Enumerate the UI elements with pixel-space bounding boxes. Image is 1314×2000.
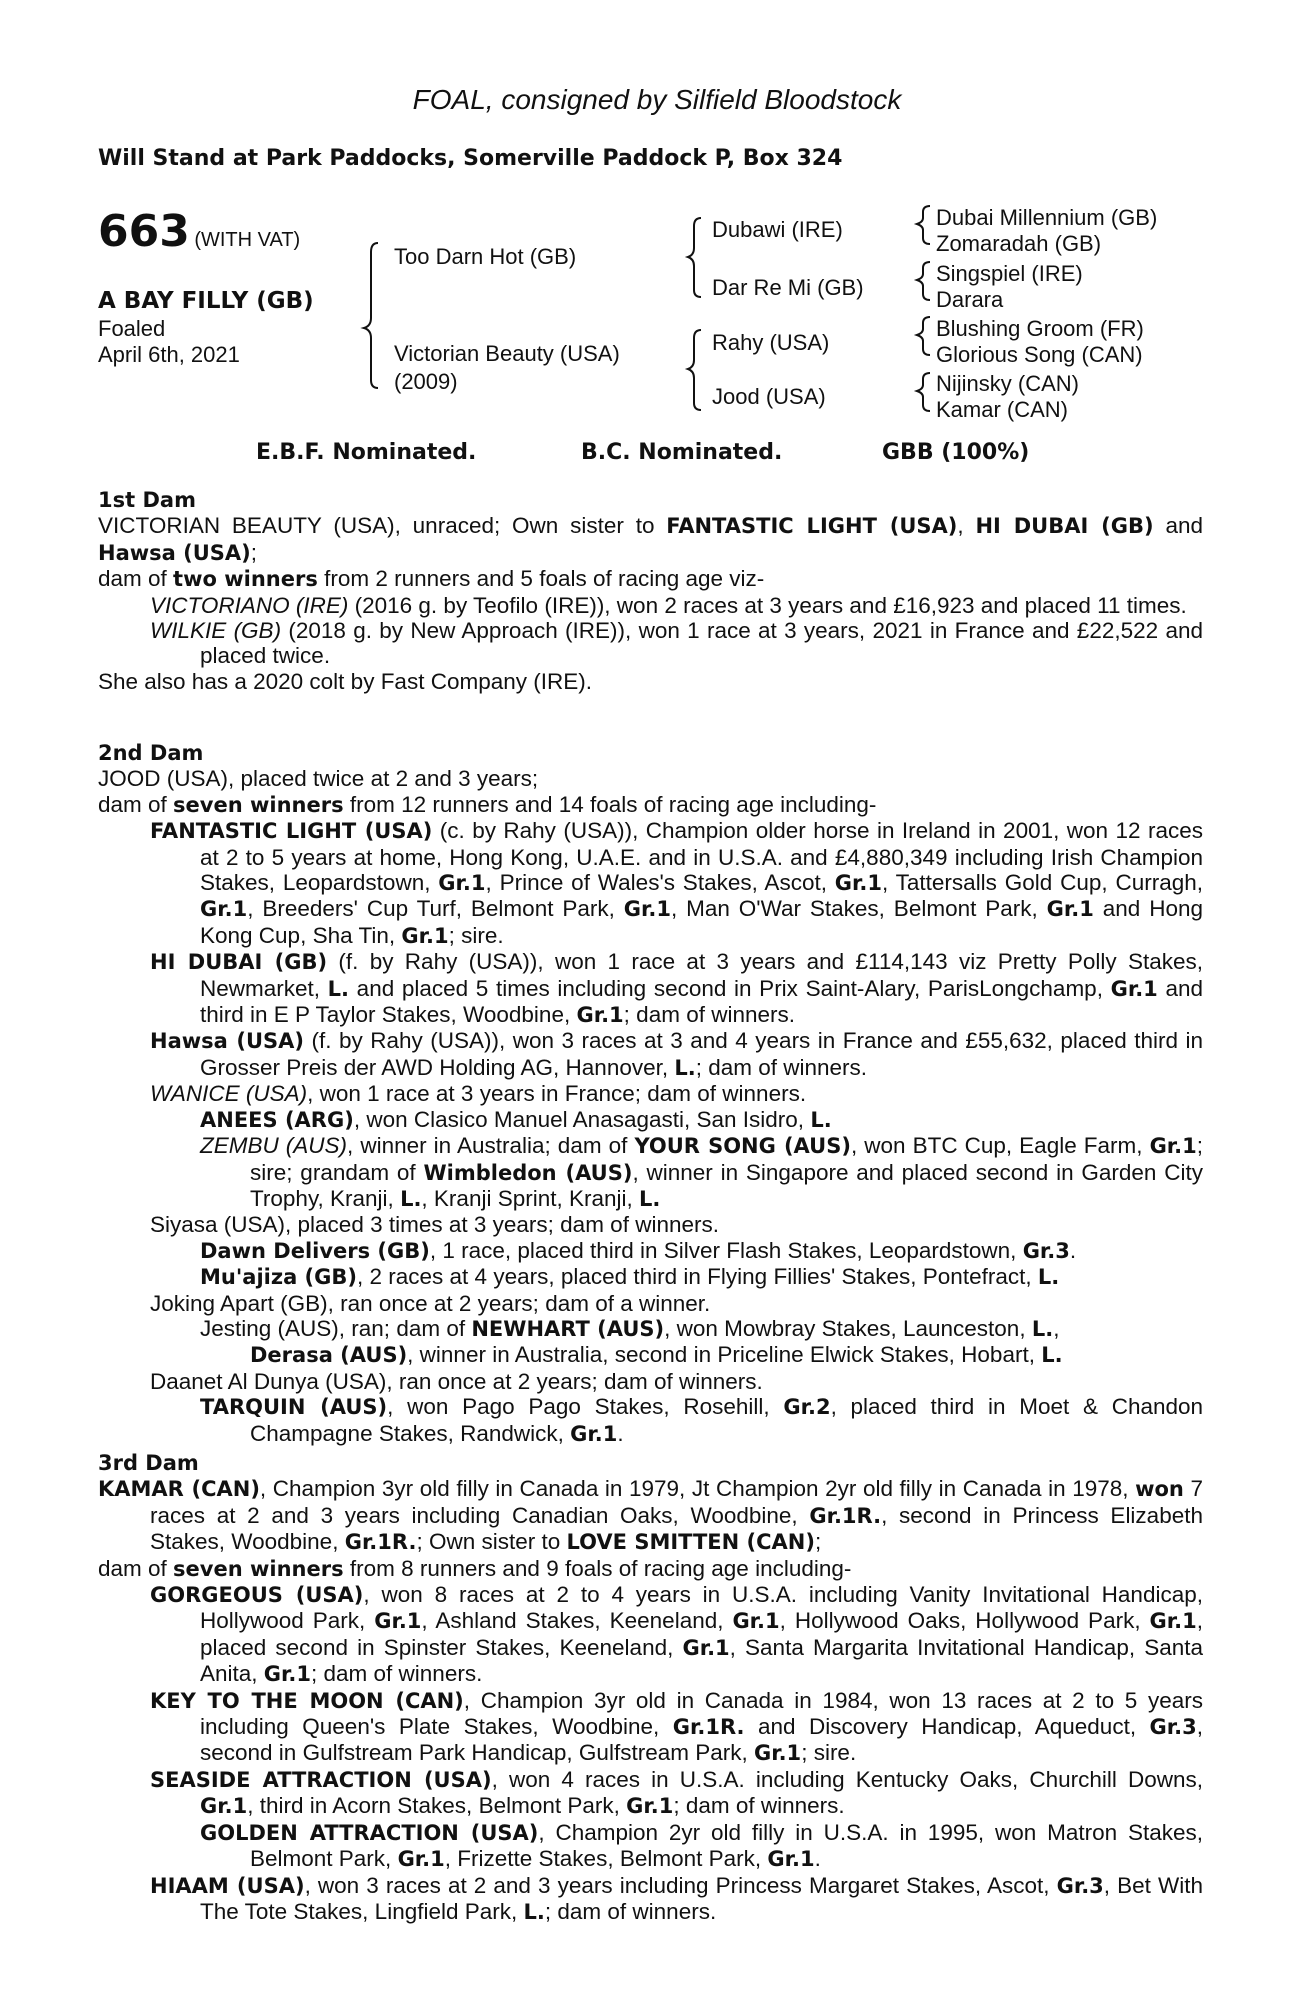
body-text: ;: [250, 539, 258, 565]
entry-paragraph: [98, 1873, 1203, 1926]
italic-text: WILKIE (GB): [150, 618, 282, 644]
bold-text: Gr.1R.: [344, 1530, 417, 1555]
bold-text: Gr.1: [200, 1794, 248, 1819]
pedigree-dam-sire: Rahy (USA): [712, 330, 830, 355]
entry-paragraph: [98, 513, 1203, 566]
second-dam-section: [98, 741, 1203, 1447]
body-text: (2018 g. by New Approach (IRE)), won 1 race at 3 years, 2021 in France and £22,522 and placed twice.: [200, 618, 1203, 669]
bold-text: Gr.1: [1046, 897, 1094, 922]
entry-paragraph: [98, 1342, 1203, 1368]
second-dam-paragraphs: [98, 766, 1203, 1447]
body-text: (c. by Rahy (USA)), Champion older horse in Ireland in 2001, won 12 races at 2 to 5 years at home, Hong Kong, U.A.E. and in U.S.A. and £4,880,349 including Irish Champion Stakes, Leopardstown,: [200, 818, 1203, 896]
body-text: ,: [1053, 1315, 1060, 1341]
entry-paragraph: [98, 1316, 1203, 1342]
entry-paragraph: [98, 1264, 1203, 1290]
bold-text: GORGEOUS (USA): [150, 1583, 364, 1608]
third-dam-paragraphs: [98, 1476, 1203, 1925]
pedigree-g3: Singspiel (IRE): [936, 261, 1083, 286]
bold-text: Gr.1: [626, 1794, 674, 1819]
body-text: , won Pago Pago Stakes, Rosehill,: [387, 1394, 784, 1420]
bold-text: L.: [639, 1186, 661, 1211]
body-text: , won Mowbray Stakes, Launceston,: [664, 1315, 1032, 1341]
entry-paragraph: [98, 1688, 1203, 1767]
pedigree-dam: Victorian Beauty (USA): [394, 341, 620, 366]
bold-text: Gr.1: [263, 1662, 311, 1687]
body-text: (f. by Rahy (USA)), won 1 race at 3 years and £114,143 viz Pretty Polly Stakes, Newmarket,: [200, 949, 1203, 1001]
body-text: , placed second in Spinster Stakes, Keeneland,: [200, 1608, 1203, 1660]
bold-text: Gr.1: [576, 1003, 624, 1028]
bold-text: HI DUBAI (GB): [150, 950, 328, 975]
body-text: , won BTC Cup, Eagle Farm,: [850, 1133, 1150, 1159]
entry-paragraph: [98, 1133, 1203, 1212]
body-text: (2016 g. by Teofilo (IRE)), won 2 races at 3 years and £16,923 and placed 11 times.: [348, 592, 1187, 618]
bold-text: Gr.1: [682, 1635, 730, 1660]
body-text: ;: [814, 1529, 822, 1555]
entry-paragraph: [98, 1394, 1203, 1447]
bold-text: Gr.1: [753, 1741, 802, 1766]
body-text: , 2 races at 4 years, placed third in Flying Fillies' Stakes, Pontefract,: [357, 1264, 1038, 1290]
bold-text: TARQUIN (AUS): [200, 1395, 388, 1420]
entry-paragraph: [98, 1238, 1203, 1264]
bold-text: ANEES (ARG): [200, 1107, 354, 1132]
bold-text: L.: [1041, 1343, 1063, 1368]
body-text: from 12 runners and 14 foals of racing age including-: [343, 791, 877, 817]
body-text: (f. by Rahy (USA)), won 3 races at 3 and 4 years in France and £55,632, placed third in Grosser Preis der AWD Holding AG, Hannover,: [200, 1028, 1203, 1080]
bold-text: Gr.1: [397, 1847, 445, 1872]
first-dam-paragraphs: [98, 513, 1203, 694]
body-text: ; dam of winners.: [544, 1898, 717, 1924]
body-text: , Frizette Stakes, Belmont Park,: [444, 1846, 768, 1872]
body-text: ; sire.: [448, 922, 504, 948]
bold-text: L.: [674, 1055, 696, 1080]
bold-text: Mu'ajiza (GB): [200, 1265, 357, 1290]
pedigree-g1: Dubai Millennium (GB): [936, 205, 1158, 230]
bold-text: FANTASTIC LIGHT (USA): [150, 819, 433, 844]
body-text: , Champion 2yr old filly in U.S.A. in 1995, won Matron Stakes, Belmont Park,: [250, 1819, 1203, 1872]
stand-location: Will Stand at Park Paddocks, Somerville Paddock P, Box 324: [98, 146, 843, 171]
italic-text: VICTORIANO (IRE): [150, 592, 349, 618]
body-text: , Hollywood Oaks, Hollywood Park,: [779, 1608, 1150, 1634]
body-text: from 2 runners and 5 foals of racing age viz-: [317, 566, 765, 592]
body-text: .: [617, 1420, 624, 1446]
sire-brace: [688, 218, 701, 297]
body-text: , winner in Australia; dam of: [347, 1133, 635, 1159]
bold-text: Dawn Delivers (GB): [200, 1238, 430, 1263]
bold-text: LOVE SMITTEN (CAN): [566, 1530, 815, 1555]
bold-text: SEASIDE ATTRACTION (USA): [150, 1767, 492, 1792]
gbb-label: GBB (100%): [882, 440, 1030, 465]
third-dam-title: 3rd Dam: [98, 1451, 199, 1475]
entry-paragraph: [98, 1820, 1203, 1873]
bold-text: L.: [1037, 1265, 1060, 1290]
body-text: , Champion 3yr old filly in Canada in 1979, Jt Champion 2yr old filly in Canada in 1978,: [259, 1476, 1136, 1502]
body-text: and Hong Kong Cup, Sha Tin,: [200, 896, 1203, 948]
body-text: VICTORIAN BEAUTY (USA), unraced; Own sister to: [98, 513, 667, 539]
bold-text: L.: [523, 1899, 545, 1924]
bold-text: Gr.3: [1022, 1238, 1070, 1263]
italic-text: WANICE (USA): [150, 1081, 308, 1107]
body-text: , Bet With The Tote Stakes, Lingfield Park,: [200, 1872, 1203, 1924]
body-text: ; dam of winners.: [673, 1793, 845, 1819]
body-text: Joking Apart (GB), ran once at 2 years; dam of a winner.: [150, 1290, 711, 1316]
bold-text: L.: [810, 1107, 832, 1132]
entry-paragraph: [98, 1028, 1203, 1081]
entry-paragraph: [98, 792, 1203, 818]
pedigree-sire: Too Darn Hot (GB): [394, 244, 577, 269]
body-text: , Breeders' Cup Turf, Belmont Park,: [247, 896, 624, 922]
pedigree-g7: Nijinsky (CAN): [936, 371, 1079, 396]
pedigree-sire-sire: Dubawi (IRE): [712, 217, 843, 242]
body-text: ; dam of winners.: [623, 1002, 795, 1028]
bold-text: Gr.1: [401, 923, 449, 948]
body-text: , Ashland Stakes, Keeneland,: [421, 1608, 733, 1634]
entry-paragraph: [98, 766, 1203, 791]
body-text: , Tattersalls Gold Cup, Curragh,: [881, 870, 1204, 896]
bold-text: HI DUBAI (GB): [975, 514, 1154, 539]
bold-text: L.: [1031, 1316, 1054, 1341]
body-text: dam of: [98, 1555, 174, 1581]
body-text: Daanet Al Dunya (USA), ran once at 2 years; dam of winners.: [150, 1368, 763, 1394]
bold-text: Gr.1: [1110, 976, 1158, 1001]
bold-text: L.: [400, 1186, 422, 1211]
first-dam-title: 1st Dam: [98, 488, 196, 512]
body-text: , Santa Margarita Invitational Handicap, Santa Anita,: [200, 1634, 1203, 1687]
bold-text: Gr.1: [438, 871, 486, 896]
bold-text: Gr.1: [374, 1609, 422, 1634]
entry-paragraph: [98, 669, 1203, 694]
body-text: 7 races at 2 and 3 years including Canadian Oaks, Woodbine,: [150, 1476, 1203, 1528]
bold-text: Gr.1R.: [809, 1503, 882, 1528]
bold-text: seven winners: [173, 792, 344, 817]
body-text: and Discovery Handicap, Aqueduct,: [744, 1714, 1150, 1740]
pedigree-sire-dam: Dar Re Mi (GB): [712, 275, 864, 300]
body-text: from 8 runners and 9 foals of racing age including-: [343, 1555, 852, 1581]
bold-text: Gr.1: [570, 1421, 618, 1446]
entry-paragraph: [98, 618, 1203, 669]
body-text: dam of: [98, 791, 174, 817]
body-text: .: [814, 1846, 821, 1872]
bold-text: Gr.1: [623, 897, 671, 922]
bold-text: KEY TO THE MOON (CAN): [150, 1688, 464, 1713]
body-text: , won 4 races in U.S.A. including Kentucky Oaks, Churchill Downs,: [491, 1766, 1203, 1792]
bold-text: GOLDEN ATTRACTION (USA): [200, 1820, 539, 1845]
bc-nomination: B.C. Nominated.: [581, 440, 783, 465]
body-text: , placed third in Moet & Chandon Champagne Stakes, Randwick,: [250, 1394, 1204, 1446]
body-text: , winner in Singapore and placed second in Garden City Trophy, Kranji,: [250, 1159, 1203, 1211]
bold-text: Gr.2: [783, 1395, 831, 1420]
bold-text: KAMAR (CAN): [98, 1477, 260, 1502]
dam-brace: [688, 330, 701, 410]
body-text: She also has a 2020 colt by Fast Company (IRE).: [98, 668, 592, 694]
body-text: , winner in Australia, second in Priceline Elwick Stakes, Hobart,: [407, 1342, 1042, 1368]
body-text: ,: [957, 513, 976, 539]
body-text: JOOD (USA), placed twice at 2 and 3 years;: [98, 766, 539, 792]
foaled-label: Foaled: [98, 316, 166, 341]
body-text: , Champion 3yr old in Canada in 1984, won 13 races at 2 to 5 years including Queen's Plate Stakes, Woodbine,: [200, 1687, 1204, 1740]
ebf-nomination: E.B.F. Nominated.: [256, 440, 477, 465]
entry-paragraph: [98, 949, 1203, 1028]
bold-text: Derasa (AUS): [250, 1343, 408, 1368]
foaled-date: April 6th, 2021: [98, 342, 240, 367]
body-text: , Man O'War Stakes, Belmont Park,: [670, 896, 1047, 922]
entry-paragraph: [98, 818, 1203, 949]
body-text: and: [1153, 513, 1203, 539]
body-text: , Prince of Wales's Stakes, Ascot,: [485, 870, 835, 896]
entry-paragraph: [98, 566, 1203, 592]
bold-text: Gr.1: [1149, 1134, 1197, 1159]
entry-paragraph: [98, 1369, 1203, 1394]
bold-text: seven winners: [173, 1556, 344, 1581]
body-text: Jesting (AUS), ran; dam of: [200, 1315, 472, 1341]
body-text: , second in Princess Elizabeth Stakes, Woodbine,: [150, 1502, 1203, 1555]
entry-paragraph: [98, 593, 1203, 618]
bold-text: Gr.1: [732, 1609, 780, 1634]
entry-paragraph: [98, 1556, 1203, 1582]
bold-text: Gr.1: [834, 871, 882, 896]
bold-text: two winners: [173, 567, 318, 592]
body-text: and third in E P Taylor Stakes, Woodbine,: [200, 975, 1203, 1028]
entry-paragraph: [98, 1767, 1203, 1820]
body-text: ; sire; grandam of: [250, 1133, 1204, 1185]
body-text: ; dam of winners.: [695, 1054, 868, 1080]
bold-text: NEWHART (AUS): [471, 1316, 665, 1341]
pedigree-g2: Zomaradah (GB): [936, 231, 1102, 256]
pedigree-g4: Darara: [936, 287, 1004, 312]
bold-text: Hawsa (USA): [150, 1029, 304, 1054]
body-text: .: [1069, 1237, 1077, 1263]
third-dam-section: [98, 1451, 1203, 1925]
first-dam-section: [98, 488, 1203, 694]
entry-paragraph: [98, 1291, 1203, 1316]
bold-text: YOUR SONG (AUS): [634, 1134, 851, 1159]
pedigree-dam-dam: Jood (USA): [712, 384, 826, 409]
vat-label: (WITH VAT): [194, 229, 301, 251]
body-text: ; sire.: [801, 1740, 857, 1766]
consignment-heading: FOAL, consigned by Silfield Bloodstock: [412, 84, 902, 115]
bold-text: Hawsa (USA): [98, 540, 251, 565]
body-text: , won 8 races at 2 to 4 years in U.S.A. including Vanity Invitational Handicap, Hollywood Park,: [200, 1582, 1203, 1634]
bold-text: HIAAM (USA): [150, 1873, 305, 1898]
italic-text: ZEMBU (AUS): [200, 1133, 348, 1159]
main-brace: [364, 243, 378, 388]
entry-paragraph: [98, 1107, 1203, 1133]
bold-text: won: [1135, 1477, 1184, 1502]
pedigree-g6: Glorious Song (CAN): [936, 342, 1143, 367]
second-dam-title: 2nd Dam: [98, 741, 204, 765]
body-text: , won 3 races at 2 and 3 years including Princess Margaret Stakes, Ascot,: [304, 1872, 1057, 1898]
entry-paragraph: [98, 1212, 1203, 1237]
entry-paragraph: [98, 1476, 1203, 1555]
bold-text: Gr.1: [200, 897, 248, 922]
body-text: , Kranji Sprint, Kranji,: [421, 1185, 640, 1211]
bold-text: FANTASTIC LIGHT (USA): [666, 514, 958, 539]
body-text: , won Clasico Manuel Anasagasti, San Isidro,: [353, 1106, 811, 1132]
entry-paragraph: [98, 1582, 1203, 1688]
bold-text: Gr.3: [1149, 1715, 1197, 1740]
body-text: , third in Acorn Stakes, Belmont Park,: [247, 1793, 627, 1819]
bold-text: Gr.3: [1056, 1873, 1104, 1898]
pedigree-g8: Kamar (CAN): [936, 397, 1069, 422]
entry-paragraph: [98, 1081, 1203, 1106]
bold-text: Wimbledon (AUS): [423, 1160, 633, 1185]
body-text: , second in Gulfstream Park Handicap, Gulfstream Park,: [200, 1714, 1204, 1766]
body-text: ; Own sister to: [416, 1529, 567, 1555]
body-text: Siyasa (USA), placed 3 times at 3 years; dam of winners.: [150, 1212, 719, 1238]
body-text: , 1 race, placed third in Silver Flash Stakes, Leopardstown,: [429, 1237, 1023, 1263]
pedigree-dam-year: (2009): [394, 369, 458, 394]
body-text: , won 1 race at 3 years in France; dam of winners.: [307, 1081, 807, 1107]
bold-text: L.: [327, 976, 350, 1001]
lot-description: A BAY FILLY (GB): [98, 288, 314, 314]
bold-text: Gr.1: [1149, 1609, 1197, 1634]
lot-number: 663: [98, 206, 190, 257]
bold-text: Gr.1R.: [672, 1715, 745, 1740]
body-text: ; dam of winners.: [311, 1661, 483, 1687]
body-text: dam of: [98, 566, 174, 592]
body-text: and placed 5 times including second in Prix Saint-Alary, ParisLongchamp,: [349, 975, 1111, 1001]
bold-text: Gr.1: [767, 1847, 815, 1872]
pedigree-g5: Blushing Groom (FR): [936, 316, 1144, 341]
